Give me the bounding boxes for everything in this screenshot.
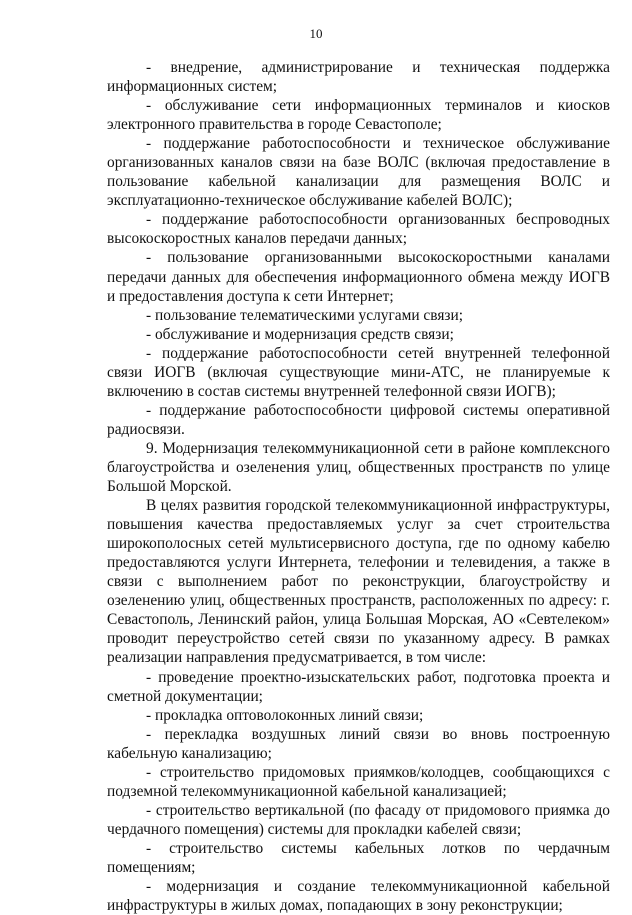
section-heading: 9. Модернизация телекоммуникационной сети в районе комплексного благоустройства и озеленения улиц, общественных пространств по улице Большой Морской. bbox=[107, 439, 610, 496]
page-number: 10 bbox=[309, 26, 323, 41]
list-item: - поддержание работоспособности и техническое обслуживание организованных каналов связи на базе ВОЛС (включая предоставление в пользование кабельной канализации для размещения ВОЛС и эксплуатационно-техническое обслуживание кабелей ВОЛС); bbox=[107, 135, 610, 210]
list-item: - поддержание работоспособности цифровой системы оперативной радиосвязи. bbox=[107, 401, 610, 438]
list-item: - пользование телематическими услугами связи; bbox=[146, 306, 463, 324]
list-item: - пользование организованными высокоскоростными каналами передачи данных для обеспечения информационного обмена между ИОГВ и предоставления доступа к сети Интернет; bbox=[107, 249, 610, 305]
document-body bbox=[107, 58, 610, 915]
list-item: - строительство системы кабельных лотков по чердачным помещениям; bbox=[107, 839, 610, 876]
list-item: - внедрение, администрирование и техническая поддержка информационных систем; bbox=[107, 59, 610, 96]
list-item: - поддержание работоспособности организованных беспроводных высокоскоростных каналов передачи данных; bbox=[107, 211, 610, 248]
list-item: - обслуживание сети информационных терминалов и киосков электронного правительства в городе Севастополе; bbox=[107, 97, 610, 134]
list-item: - модернизация и создание телекоммуникационной кабельной инфраструктуры в жилых домах, попадающих в зону реконструкции; bbox=[107, 878, 610, 915]
list-item: - обслуживание и модернизация средств связи; bbox=[146, 325, 454, 343]
list-item: - поддержание работоспособности сетей внутренней телефонной связи ИОГВ (включая существующие мини-АТС, не планируемые к включению в состав системы внутренней телефонной связи ИОГВ); bbox=[107, 344, 610, 400]
list-item: - строительство придомовых приямков/колодцев, сообщающихся с подземной телекоммуникационной кабельной канализацией; bbox=[107, 763, 610, 800]
list-item: - прокладка оптоволоконных линий связи; bbox=[146, 706, 424, 724]
list-item: - проведение проектно-изыскательских работ, подготовка проекта и сметной документации; bbox=[107, 668, 610, 705]
body-paragraph: В целях развития городской телекоммуникационной инфраструктуры, повышения качества предоставляемых услуг за счет строительства широкополосных сетей мультисервисного доступа, где по одному кабелю предоставляются услуги Интернета, телефонии и телевидения, а также в связи с выполнением работ по реконструкции, благоустройству и озеленению улиц, общественных пространств, расположенных по адресу: г. Севастополь, Ленинский район, улица Большая Морская, АО «Севтелеком» проводит переустройство сетей связи по указанному адресу. В рамках реализации направления предусматривается, в том числе: bbox=[107, 497, 610, 667]
list-item: - строительство вертикальной (по фасаду от придомового приямка до чердачного помещения) системы для прокладки кабелей связи; bbox=[107, 801, 610, 838]
list-item: - перекладка воздушных линий связи во вновь построенную кабельную канализацию; bbox=[107, 725, 610, 762]
